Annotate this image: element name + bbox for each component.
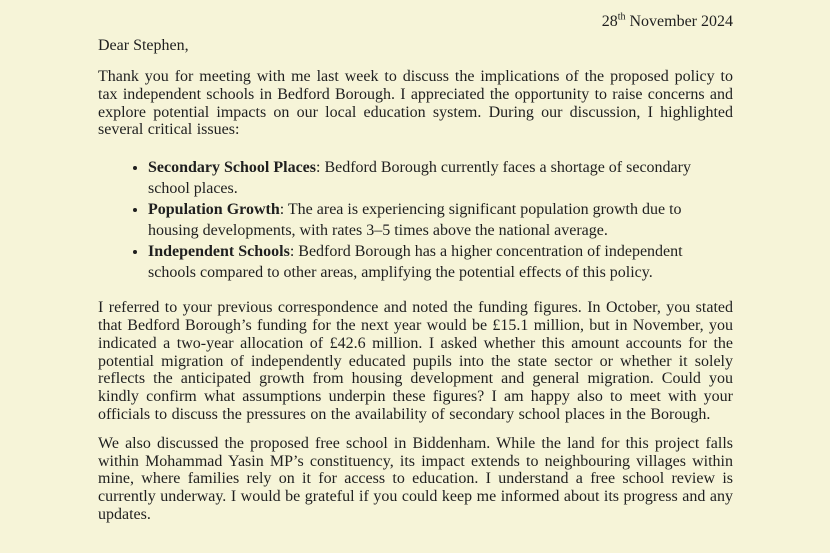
list-item-secondary-school-places: [148, 157, 733, 199]
bullet-label: Population Growth: [148, 201, 280, 219]
bullet-label: Secondary School Places: [148, 159, 316, 177]
bullet-text: : Bedford Borough currently faces a shortage of secondary school places.: [148, 159, 691, 198]
letter-content: [98, 13, 733, 524]
bullet-label: Independent Schools: [148, 243, 290, 261]
intro-paragraph: Thank you for meeting with me last week to discuss the implications of the proposed policy to tax independent schools in Bedford Borough. I appreciated the opportunity to raise concerns and explore potential impacts on our local education system. During our discussion, I highlighted several critical issues:: [98, 68, 733, 139]
list-item-population-growth: [148, 199, 733, 241]
bullet-text: : The area is experiencing significant population growth due to housing developments, with rates 3–5 times above the national average.: [148, 201, 682, 240]
salutation: Dear Stephen,: [98, 37, 189, 54]
letter-date: [98, 13, 733, 31]
letter-page: [0, 13, 830, 553]
list-item-independent-schools: [148, 241, 733, 283]
date-ordinal-suffix: th: [617, 11, 626, 23]
funding-paragraph: I referred to your previous correspondence and noted the funding figures. In October, you stated that Bedford Borough’s funding for the next year would be £15.1 million, but in November, you indicated a two-year allocation of £42.6 million. I asked whether this amount accounts for the potential migration of independently educated pupils into the state sector or whether it solely reflects the anticipated growth from housing development and general migration. Could you kindly confirm what assumptions underpin these figures? I am happy also to meet with your officials to discuss the pressures on the availability of secondary school places in the Borough.: [98, 299, 733, 423]
bullet-text: : Bedford Borough has a higher concentration of independent schools compared to other areas, amplifying the potential effects of this policy.: [148, 243, 683, 282]
free-school-paragraph: We also discussed the proposed free school in Biddenham. While the land for this project falls within Mohammad Yasin MP’s constituency, its impact extends to neighbouring villages within mine, where families rely on it for access to education. I understand a free school review is currently underway. I would be grateful if you could keep me informed about its progress and any updates.: [98, 434, 733, 523]
date-day: 28: [601, 13, 618, 30]
issues-list: [98, 157, 733, 283]
date-month-year: November 2024: [629, 13, 733, 30]
